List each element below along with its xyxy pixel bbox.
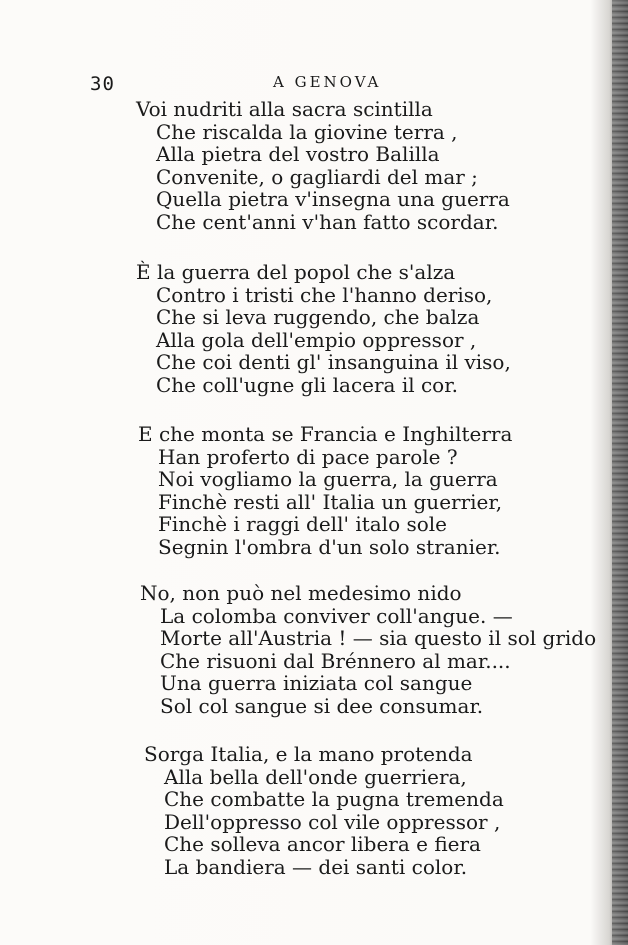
verse-line: Alla pietra del vostro Balilla	[156, 142, 440, 166]
verse-line: Finchè i raggi dell' italo sole	[158, 512, 448, 536]
verse-line: E che monta se Francia e Inghilterra	[138, 422, 513, 446]
verse-line: La colomba conviver coll'angue. —	[160, 603, 513, 628]
verse-line: Quella pietra v'insegna una guerra	[156, 187, 510, 211]
stanza-2	[136, 261, 511, 396]
verse-line: Noi vogliamo la guerra, la guerra	[158, 467, 498, 491]
verse-line: Che si leva ruggendo, che balza	[156, 305, 480, 329]
verse-line: Han proferto di pace parole ?	[158, 444, 458, 469]
verse-line: Sorga Italia, e la mano protenda	[144, 742, 473, 766]
verse-line: Che solleva ancor libera e fiera	[164, 832, 481, 856]
verse-line: Dell'oppresso col vile oppressor ,	[164, 809, 501, 834]
book-spine-edge	[612, 0, 628, 945]
stanza-4	[140, 582, 596, 717]
verse-line: Che combatte la pugna tremenda	[164, 787, 504, 811]
verse-line: Segnin l'ombra d'un solo stranier.	[158, 534, 501, 559]
verse-line: È la guerra del popol che s'alza	[136, 260, 456, 284]
verse-line: Sol col sangue si dee consumar.	[160, 693, 484, 718]
verse-line: Contro i tristi che l'hanno deriso,	[156, 282, 493, 307]
verse-line: Che coi denti gl' insanguina il viso,	[156, 350, 511, 374]
verse-line: La bandiera — dei santi color.	[164, 854, 468, 879]
stanza-3	[138, 423, 512, 558]
stanza-5	[144, 743, 504, 878]
page-number: 30	[90, 73, 115, 95]
verse-line: Morte all'Austria ! — sia questo il sol grido	[160, 626, 597, 650]
verse-line: Che cent'anni v'han fatto scordar.	[156, 209, 499, 234]
verse-line: Alla gola dell'empio oppressor ,	[156, 327, 477, 352]
verse-line: Alla bella dell'onde guerriera,	[164, 764, 467, 789]
verse-line: Voi nudriti alla sacra scintilla	[136, 97, 433, 121]
verse-line: Finchè resti all' Italia un guerrier,	[158, 489, 503, 514]
verse-line: Che riscalda la giovine terra ,	[156, 119, 458, 144]
verse-line: No, non può nel medesimo nido	[140, 581, 462, 605]
stanza-1	[136, 98, 510, 233]
running-title: A GENOVA	[273, 73, 382, 91]
verse-line: Che coll'ugne gli lacera il cor.	[156, 372, 458, 397]
verse-line: Che risuoni dal Brénnero al mar....	[160, 648, 511, 673]
verse-line: Una guerra iniziata col sangue	[160, 671, 473, 695]
verse-line: Convenite, o gagliardi del mar ;	[156, 164, 478, 189]
